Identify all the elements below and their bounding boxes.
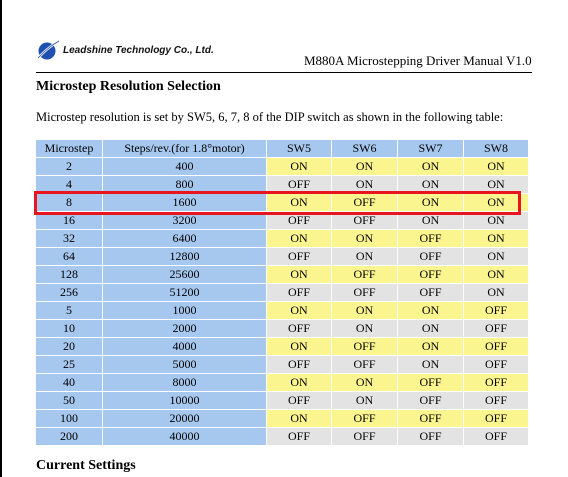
cell-sw6: ON bbox=[332, 302, 398, 320]
table-row bbox=[36, 392, 529, 410]
cell-sw8: OFF bbox=[464, 410, 529, 428]
header-sw7: SW7 bbox=[398, 140, 464, 158]
microstep-table bbox=[35, 139, 529, 446]
cell-microstep: 64 bbox=[36, 248, 103, 266]
header-microstep: Microstep bbox=[36, 140, 103, 158]
cell-sw7: OFF bbox=[398, 248, 464, 266]
table-row bbox=[36, 266, 529, 284]
cell-microstep: 25 bbox=[36, 356, 103, 374]
table-row bbox=[36, 428, 529, 446]
cell-sw8: ON bbox=[464, 230, 529, 248]
cell-sw6: ON bbox=[332, 374, 398, 392]
cell-microstep: 4 bbox=[36, 176, 103, 194]
cell-steps: 800 bbox=[103, 176, 267, 194]
cell-sw7: ON bbox=[398, 158, 464, 176]
cell-sw6: ON bbox=[332, 176, 398, 194]
cell-sw5: ON bbox=[267, 374, 332, 392]
cell-steps: 5000 bbox=[103, 356, 267, 374]
cell-sw8: OFF bbox=[464, 374, 529, 392]
cell-sw5: ON bbox=[267, 158, 332, 176]
cell-sw6: OFF bbox=[332, 194, 398, 212]
cell-sw7: OFF bbox=[398, 428, 464, 446]
cell-microstep: 200 bbox=[36, 428, 103, 446]
cell-sw7: ON bbox=[398, 356, 464, 374]
cell-sw8: ON bbox=[464, 176, 529, 194]
cell-microstep: 5 bbox=[36, 302, 103, 320]
header-sw8: SW8 bbox=[464, 140, 529, 158]
cell-sw5: ON bbox=[267, 230, 332, 248]
cell-sw5: OFF bbox=[267, 320, 332, 338]
cell-steps: 10000 bbox=[103, 392, 267, 410]
cell-steps: 3200 bbox=[103, 212, 267, 230]
table-row bbox=[36, 320, 529, 338]
cell-microstep: 10 bbox=[36, 320, 103, 338]
page-left-border bbox=[0, 0, 2, 477]
cell-sw8: OFF bbox=[464, 320, 529, 338]
cell-sw8: OFF bbox=[464, 338, 529, 356]
section-title-current-settings: Current Settings bbox=[36, 458, 136, 473]
table-header-row bbox=[36, 140, 529, 158]
table-row bbox=[36, 338, 529, 356]
cell-sw7: OFF bbox=[398, 284, 464, 302]
cell-sw6: OFF bbox=[332, 356, 398, 374]
cell-sw8: OFF bbox=[464, 428, 529, 446]
cell-steps: 1000 bbox=[103, 302, 267, 320]
cell-microstep: 32 bbox=[36, 230, 103, 248]
cell-sw6: ON bbox=[332, 392, 398, 410]
cell-sw5: OFF bbox=[267, 248, 332, 266]
table-row bbox=[36, 374, 529, 392]
intro-paragraph: Microstep resolution is set by SW5, 6, 7, 8 of the DIP switch as shown in the following table: bbox=[36, 110, 504, 124]
cell-sw7: ON bbox=[398, 320, 464, 338]
cell-sw6: OFF bbox=[332, 212, 398, 230]
cell-sw5: OFF bbox=[267, 212, 332, 230]
leadshine-logo-icon bbox=[36, 40, 60, 60]
cell-sw7: ON bbox=[398, 176, 464, 194]
cell-sw5: OFF bbox=[267, 356, 332, 374]
cell-sw6: ON bbox=[332, 230, 398, 248]
cell-sw8: ON bbox=[464, 212, 529, 230]
header-sw5: SW5 bbox=[267, 140, 332, 158]
table-row bbox=[36, 410, 529, 428]
cell-microstep: 256 bbox=[36, 284, 103, 302]
cell-sw7: OFF bbox=[398, 410, 464, 428]
cell-sw6: OFF bbox=[332, 428, 398, 446]
cell-sw6: OFF bbox=[332, 284, 398, 302]
cell-steps: 40000 bbox=[103, 428, 267, 446]
cell-steps: 51200 bbox=[103, 284, 267, 302]
company-name: Leadshine Technology Co., Ltd. bbox=[63, 44, 214, 56]
cell-steps: 2000 bbox=[103, 320, 267, 338]
table-row bbox=[36, 284, 529, 302]
table-row bbox=[36, 230, 529, 248]
manual-title: M880A Microstepping Driver Manual V1.0 bbox=[304, 53, 532, 68]
cell-sw7: OFF bbox=[398, 374, 464, 392]
cell-sw5: OFF bbox=[267, 176, 332, 194]
cell-steps: 400 bbox=[103, 158, 267, 176]
cell-steps: 8000 bbox=[103, 374, 267, 392]
cell-sw5: ON bbox=[267, 338, 332, 356]
cell-sw6: OFF bbox=[332, 266, 398, 284]
cell-sw8: ON bbox=[464, 284, 529, 302]
header-steps-rev: Steps/rev.(for 1.8°motor) bbox=[103, 140, 267, 158]
cell-steps: 25600 bbox=[103, 266, 267, 284]
cell-steps: 12800 bbox=[103, 248, 267, 266]
cell-sw6: ON bbox=[332, 248, 398, 266]
cell-microstep: 20 bbox=[36, 338, 103, 356]
cell-sw5: ON bbox=[267, 410, 332, 428]
table-row bbox=[36, 248, 529, 266]
cell-steps: 6400 bbox=[103, 230, 267, 248]
cell-microstep: 8 bbox=[36, 194, 103, 212]
cell-sw7: ON bbox=[398, 338, 464, 356]
cell-microstep: 16 bbox=[36, 212, 103, 230]
cell-sw8: OFF bbox=[464, 356, 529, 374]
cell-sw5: ON bbox=[267, 302, 332, 320]
cell-steps: 20000 bbox=[103, 410, 267, 428]
cell-sw8: OFF bbox=[464, 392, 529, 410]
cell-sw8: ON bbox=[464, 266, 529, 284]
cell-sw7: ON bbox=[398, 212, 464, 230]
cell-steps: 4000 bbox=[103, 338, 267, 356]
cell-sw8: ON bbox=[464, 158, 529, 176]
cell-sw6: ON bbox=[332, 158, 398, 176]
cell-sw5: ON bbox=[267, 266, 332, 284]
cell-sw7: OFF bbox=[398, 230, 464, 248]
cell-microstep: 100 bbox=[36, 410, 103, 428]
cell-microstep: 2 bbox=[36, 158, 103, 176]
cell-sw5: OFF bbox=[267, 392, 332, 410]
header-sw6: SW6 bbox=[332, 140, 398, 158]
cell-microstep: 40 bbox=[36, 374, 103, 392]
table-row bbox=[36, 356, 529, 374]
cell-sw7: OFF bbox=[398, 392, 464, 410]
cell-sw7: ON bbox=[398, 302, 464, 320]
table-row bbox=[36, 302, 529, 320]
cell-sw7: ON bbox=[398, 194, 464, 212]
cell-microstep: 128 bbox=[36, 266, 103, 284]
cell-microstep: 50 bbox=[36, 392, 103, 410]
cell-sw6: OFF bbox=[332, 338, 398, 356]
cell-sw6: ON bbox=[332, 320, 398, 338]
highlight-box bbox=[34, 191, 521, 215]
cell-sw5: ON bbox=[267, 194, 332, 212]
cell-sw8: ON bbox=[464, 194, 529, 212]
cell-sw6: OFF bbox=[332, 410, 398, 428]
header-divider bbox=[36, 72, 532, 73]
cell-sw7: OFF bbox=[398, 266, 464, 284]
section-title: Microstep Resolution Selection bbox=[36, 79, 221, 94]
cell-sw8: OFF bbox=[464, 302, 529, 320]
company-logo bbox=[36, 40, 214, 60]
cell-sw8: ON bbox=[464, 248, 529, 266]
cell-steps: 1600 bbox=[103, 194, 267, 212]
table-row bbox=[36, 158, 529, 176]
cell-sw5: OFF bbox=[267, 428, 332, 446]
cell-sw5: OFF bbox=[267, 284, 332, 302]
